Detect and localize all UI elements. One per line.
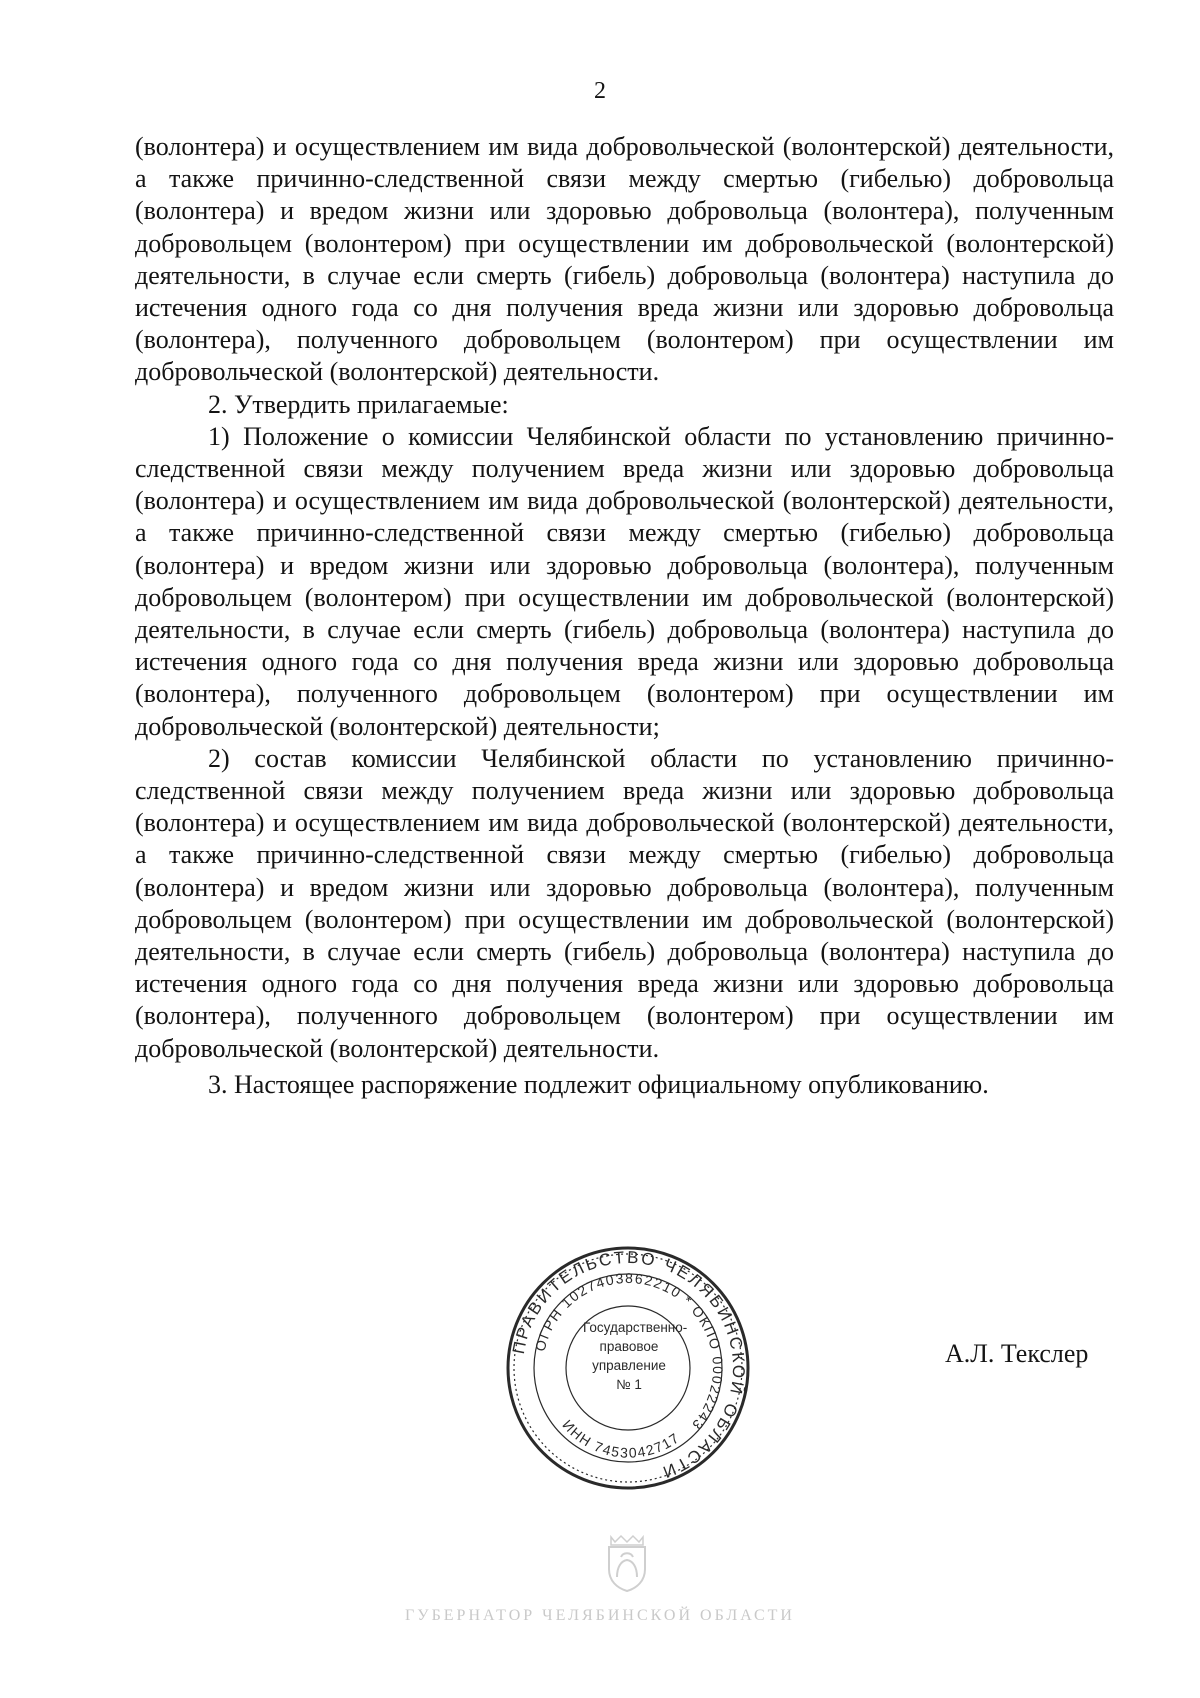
stamp-inner-ring-text: ОГРН 1027403862210 * ОКПО 00022243 xyxy=(531,1269,727,1434)
document-body xyxy=(135,131,1114,1101)
paragraph-subitem-2: 2) состав комиссии Челябинской области по установлению причинно-следственной связи между получением вреда жизни или здоровью добровольца (волонтера) и осуществлением им вида добровольческой (волонтерской) деятельности, а также причинно-следственной связи между смертью (гибелью) добровольца (волонтера) и вредом жизни или здоровью добровольца (волонтера), полученным добровольцем (волонтером) при осуществлении им добровольческой (волонтерской) деятельности, в случае если смерть (гибель) добровольца (волонтера) наступила до истечения одного года со дня получения вреда жизни или здоровью добровольца (волонтера), полученного добровольцем (волонтером) при осуществлении им добровольческой (волонтерской) деятельности. xyxy=(135,743,1114,1063)
stamp-center-text xyxy=(583,1318,688,1394)
paragraph-continuation: (волонтера) и осуществлением им вида добровольческой (волонтерской) деятельности, а также причинно-следственной связи между смертью (гибелью) добровольца (волонтера) и вредом жизни или здоровью добровольца (волонтера), полученным добровольцем (волонтером) при осуществлении им добровольческой (волонтерской) деятельности, в случае если смерть (гибель) добровольца (волонтера) наступила до истечения одного года со дня получения вреда жизни или здоровью добровольца (волонтера), полученного добровольцем (волонтером) при осуществлении им добровольческой (волонтерской) деятельности. xyxy=(135,132,1114,387)
paragraph-subitem-1: 1) Положение о комиссии Челябинской области по установлению причинно-следственной связи между получением вреда жизни или здоровью добровольца (волонтера) и осуществлением им вида добровольческой (волонтерской) деятельности, а также причинно-следственной связи между смертью (гибелью) добровольца (волонтера) и вредом жизни или здоровью добровольца (волонтера), полученным добровольцем (волонтером) при осуществлении им добровольческой (волонтерской) деятельности, в случае если смерть (гибель) добровольца (волонтера) наступила до истечения одного года со дня получения вреда жизни или здоровью добровольца (волонтера), полученного добровольцем (волонтером) при осуществлении им добровольческой (волонтерской) деятельности; xyxy=(135,421,1114,741)
paragraph-item-3: 3. Настоящее распоряжение подлежит официальному опубликованию. xyxy=(208,1069,989,1099)
stamp-center-line: управление xyxy=(592,1358,666,1373)
stamp-center-line: № 1 xyxy=(616,1377,642,1392)
coat-of-arms-icon xyxy=(603,1533,651,1593)
footer-governor-title: ГУБЕРНАТОР ЧЕЛЯБИНСКОЙ ОБЛАСТИ xyxy=(405,1607,795,1624)
stamp-center-line: правовое xyxy=(599,1339,659,1354)
stamp-outer-ring-text: ПРАВИТЕЛЬСТВО ЧЕЛЯБИНСКОЙ ОБЛАСТИ xyxy=(508,1247,749,1483)
page-number: 2 xyxy=(594,78,606,104)
paragraph-item-2: 2. Утвердить прилагаемые: xyxy=(208,389,509,419)
stamp-center-line: Государственно- xyxy=(583,1320,688,1335)
stamp-bottom-ring-text: ИНН 7453042717 xyxy=(559,1416,683,1461)
signature-name: А.Л. Текслер xyxy=(945,1339,1089,1368)
